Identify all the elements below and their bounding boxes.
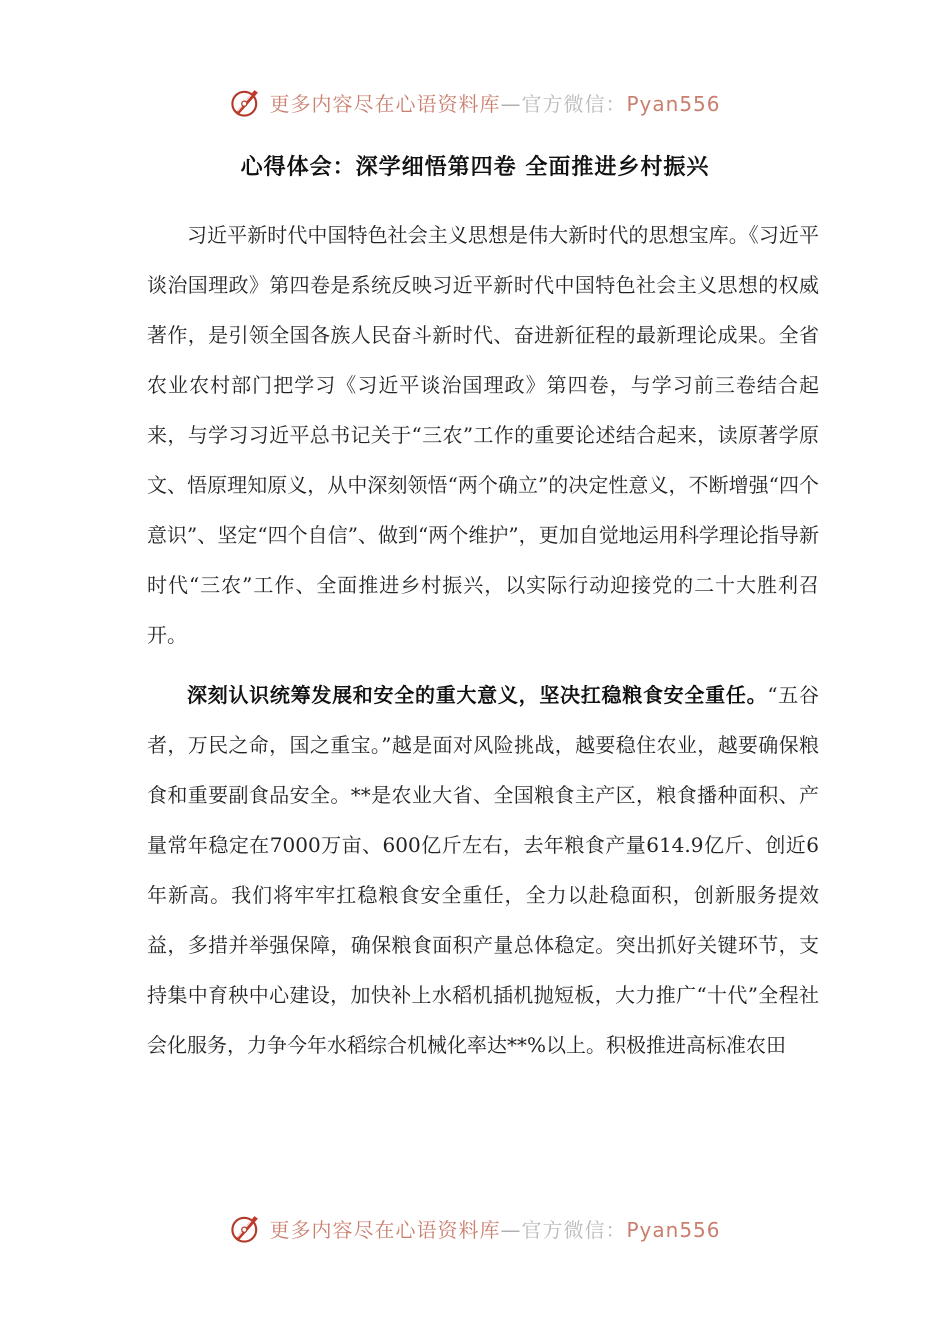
paragraph-2-body: “五谷者，万民之命，国之重宝。”越是面对风险挑战，越要稳住农业，越要确保粮食和重要副食品安全。**是农业大省、全国粮食主产区，粮食播种面积、产量常年稳定在7000万亩、600亿斤左右，去年粮食产量614.9亿斤、创近6年新高。我们将牢牢扛稳粮食安全重任，全力以赴稳面积，创新服务提效益，多措并举强保障，确保粮食面积产量总体稳定。突出抓好关键环节，支持集中育秧中心建设，加快补上水稻机插机抛短板，大力推广“十代”全程社会化服务，力争今年水稻综合机械化率达**%以上。积极推进高标准农田 [147, 683, 820, 1057]
banner-wechat-id: Pyan556 [626, 1217, 721, 1242]
banner-label: 更多内容尽在心语资料库 [269, 1217, 501, 1242]
banner-text [269, 1214, 720, 1243]
banner-separator: — [500, 1217, 522, 1242]
banner-text [269, 88, 720, 117]
banner-wechat-id: Pyan556 [626, 91, 721, 116]
paragraph-2 [147, 670, 819, 1070]
header-banner [0, 82, 950, 122]
paragraph-2-lead: 深刻认识统筹发展和安全的重大意义，坚决扛稳粮食安全重任。 [187, 683, 768, 707]
banner-wechat-label: 官方微信： [521, 91, 627, 116]
document-title: 心得体会：深学细悟第四卷 全面推进乡村振兴 [240, 155, 710, 180]
document-body [147, 210, 819, 1070]
quill-logo-icon [229, 85, 263, 119]
banner-wechat-label: 官方微信： [521, 1217, 627, 1242]
quill-logo-icon [229, 1211, 263, 1245]
banner-separator: — [500, 91, 522, 116]
paragraph-1: 习近平新时代中国特色社会主义思想是伟大新时代的思想宝库。《习近平谈治国理政》第四卷是系统反映习近平新时代中国特色社会主义思想的权威著作，是引领全国各族人民奋斗新时代、奋进新征程的最新理论成果。全省农业农村部门把学习《习近平谈治国理政》第四卷，与学习前三卷结合起来，与学习习近平总书记关于“三农”工作的重要论述结合起来，读原著学原文、悟原理知原义，从中深刻领悟“两个确立”的决定性意义，不断增强“四个意识”、坚定“四个自信”、做到“两个维护”，更加自觉地运用科学理论指导新时代“三农”工作、全面推进乡村振兴，以实际行动迎接党的二十大胜利召开。 [147, 223, 819, 647]
banner-label: 更多内容尽在心语资料库 [269, 91, 501, 116]
footer-banner [0, 1208, 950, 1248]
